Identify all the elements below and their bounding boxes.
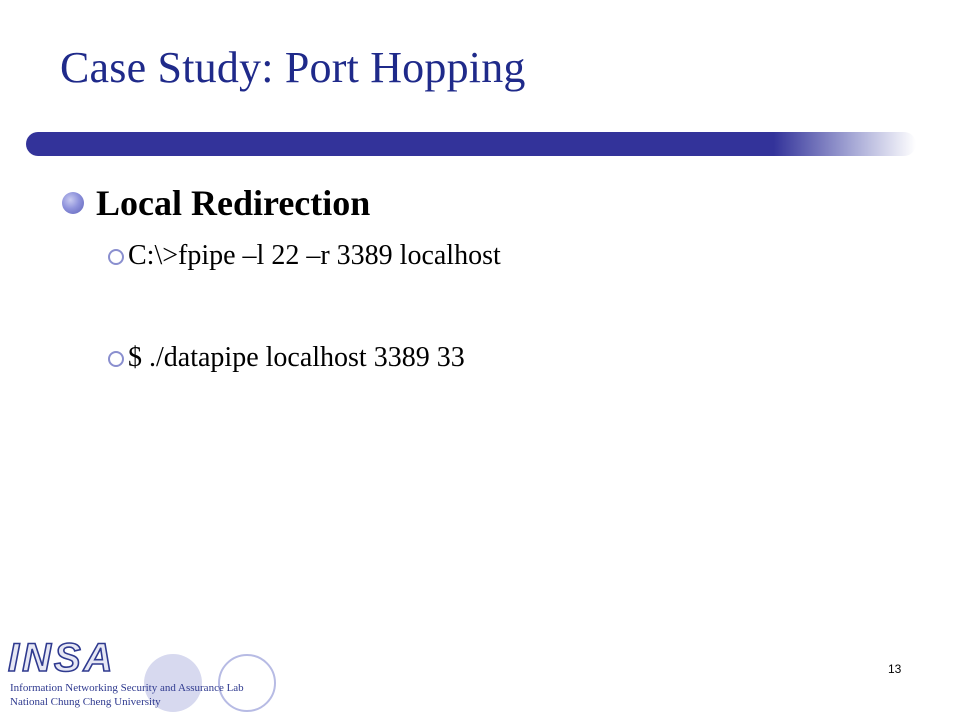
ring-bullet-icon (108, 249, 124, 265)
ring-bullet-icon (108, 351, 124, 367)
slide-title: Case Study: Port Hopping (60, 43, 526, 92)
subbullet-text: C:\>fpipe –l 22 –r 3389 localhost (128, 240, 501, 271)
page-number: 13 (888, 662, 902, 676)
subbullet-datapipe (108, 342, 465, 374)
bullet-text: Local Redirection (96, 183, 371, 223)
subbullet-text: $ ./datapipe localhost 3389 33 (128, 342, 465, 373)
university-name: National Chung Cheng University (10, 696, 161, 708)
bullet-local-redirection (62, 182, 370, 224)
footer-logo (0, 630, 320, 720)
title-underline-bar (26, 132, 916, 156)
bullet-dot-icon (62, 192, 84, 214)
insa-logo-text: INSA (8, 636, 116, 680)
subbullet-fpipe (108, 240, 501, 272)
lab-name: Information Networking Security and Assurance Lab (10, 682, 244, 694)
